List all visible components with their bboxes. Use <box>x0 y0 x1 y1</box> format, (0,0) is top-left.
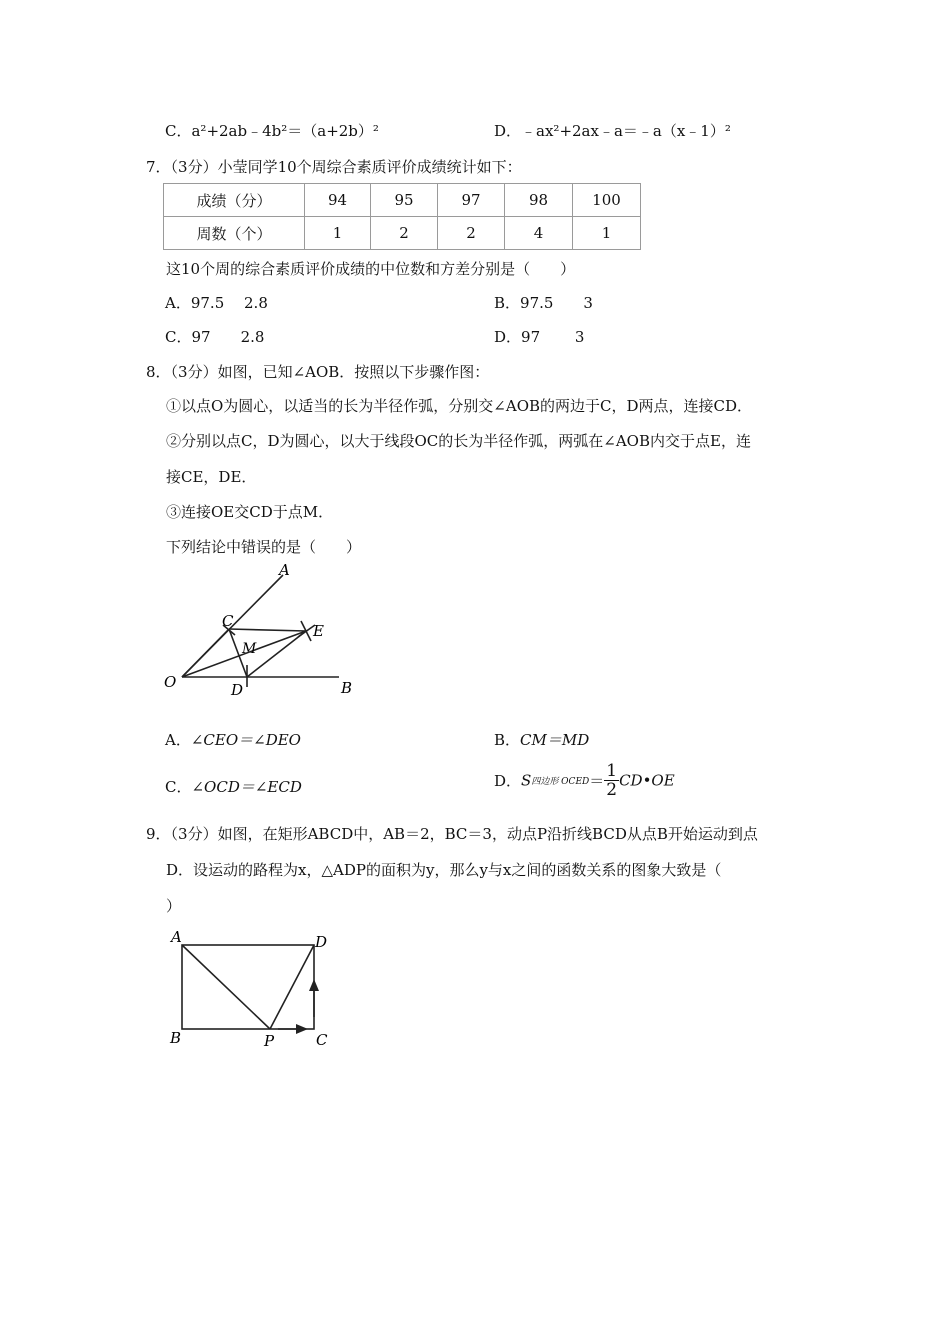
label-p: P <box>264 1032 275 1050</box>
label-d: D <box>231 681 244 699</box>
q9-rectangle-figure <box>160 925 345 1055</box>
q9-stem-line-3: ） <box>166 897 182 915</box>
q7-option-a[interactable]: A．97.5 2.8 <box>165 294 268 312</box>
q6-option-d[interactable]: D．﹣ax²+2ax﹣a＝﹣a（x﹣1）² <box>494 122 731 140</box>
table-cell: 成绩（分） <box>164 184 305 217</box>
arrow-up-icon <box>309 979 319 991</box>
q7-score-table <box>163 183 641 250</box>
table-cell: 95 <box>371 184 438 217</box>
q8-step-2-cont: 接CE，DE． <box>166 468 257 486</box>
fraction-one-half: $\frac{1}{2}$ <box>606 761 618 800</box>
label-b: B <box>170 1029 182 1047</box>
q7-option-d[interactable]: D．97 3 <box>494 328 585 346</box>
table-row <box>164 184 641 217</box>
q8-option-c[interactable]: C．∠OCD＝∠ECD <box>165 778 302 796</box>
table-cell: 1 <box>305 217 371 250</box>
segment-dp <box>270 945 314 1029</box>
q8-option-d[interactable]: D．S四边形 OCED＝ $\frac{1}{2}$ CD•OE <box>494 761 675 800</box>
table-cell: 94 <box>305 184 371 217</box>
q7-option-c[interactable]: C．97 2.8 <box>165 328 265 346</box>
q6-option-d-text: ﹣ax²+2ax﹣a＝﹣a（x﹣1）² <box>521 122 731 140</box>
segment-oc <box>182 629 229 677</box>
table-cell: 98 <box>505 184 573 217</box>
label-o: O <box>164 673 177 691</box>
q8-option-a[interactable]: A．∠CEO＝∠DEO <box>165 731 301 749</box>
label-c: C <box>316 1031 328 1049</box>
q8-step-1: ①以点O为圆心，以适当的长为半径作弧，分别交∠AOB的两边于C，D两点，连接CD． <box>166 397 753 415</box>
q8-step-3: ③连接OE交CD于点M． <box>166 503 334 521</box>
q8-angle-figure <box>155 555 365 705</box>
q7-option-b[interactable]: B．97.5 3 <box>494 294 593 312</box>
label-e: E <box>313 622 324 640</box>
label-m: M <box>242 641 257 657</box>
table-cell: 97 <box>438 184 505 217</box>
table-row <box>164 217 641 250</box>
table-cell: 100 <box>573 184 641 217</box>
table-cell: 1 <box>573 217 641 250</box>
arrow-right-icon <box>296 1024 308 1034</box>
label-a: A <box>171 928 182 946</box>
table-cell: 4 <box>505 217 573 250</box>
table-cell: 2 <box>371 217 438 250</box>
q8-step-2: ②分别以点C，D为圆心，以大于线段OC的长为半径作弧，两弧在∠AOB内交于点E，连 <box>166 432 751 450</box>
q8-option-b[interactable]: B．CM＝MD <box>494 731 590 749</box>
table-cell: 2 <box>438 217 505 250</box>
q6-option-c[interactable]: C．a²+2ab﹣4b²＝（a+2b）² <box>165 122 379 140</box>
segment-ce <box>229 629 306 631</box>
q9-stem-line-2: D．设运动的路程为x，△ADP的面积为y，那么y与x之间的函数关系的图象大致是（ <box>166 861 722 879</box>
q9-stem-line-1: 9．（3分）如图，在矩形ABCD中，AB＝2，BC＝3，动点P沿折线BCD从点B开始运动到点 <box>146 825 758 843</box>
label-d: D <box>315 933 328 951</box>
q8-stem: 8．（3分）如图，已知∠AOB．按照以下步骤作图： <box>146 363 490 381</box>
label-a: A <box>279 561 290 579</box>
label-b: B <box>341 679 353 697</box>
label-c: C <box>222 612 234 630</box>
q7-stem: 7．（3分）小莹同学10个周综合素质评价成绩统计如下： <box>146 158 522 176</box>
q8-question: 下列结论中错误的是（ ） <box>166 538 362 556</box>
segment-ap <box>182 945 270 1029</box>
table-cell: 周数（个） <box>164 217 305 250</box>
q7-question: 这10个周的综合素质评价成绩的中位数和方差分别是（ ） <box>166 260 576 278</box>
q6-option-c-text: a²+2ab﹣4b²＝（a+2b）² <box>191 122 379 140</box>
rectangle-abcd <box>182 945 314 1029</box>
